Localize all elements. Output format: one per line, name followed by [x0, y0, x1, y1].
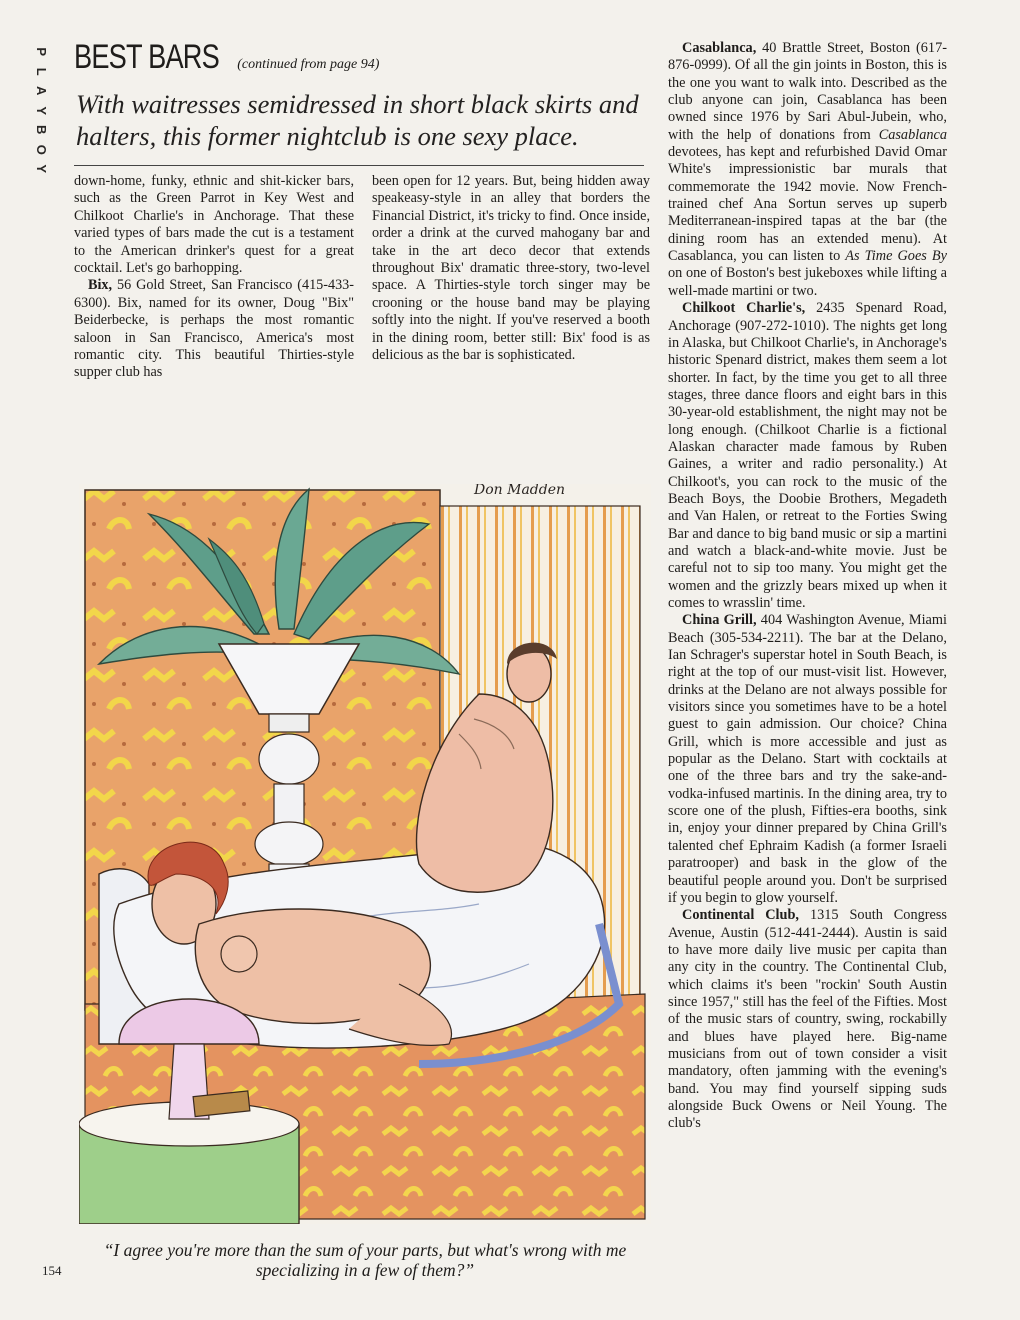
- paragraph-text: on one of Boston's best jukeboxes while lifting a well-made martini or two.: [668, 265, 947, 299]
- paragraph-text: devotees, has kept and refurbished David Omar White's impressionistic bar murals that commemorate the 1942 movie. Now French-trained chef Ana Sortun serves up superb Mediterranean-inspired tapas at the bar (the dining room has an extended menu). At Casablanca, you can listen to: [668, 144, 947, 265]
- masthead-letter: A: [33, 86, 49, 96]
- deck-subheading: With waitresses semidressed in short black skirts and halters, this former nightclub is one sexy place.: [76, 89, 639, 151]
- italic-title: As Time Goes By: [845, 248, 947, 265]
- cartoon-drawing: [79, 484, 651, 1224]
- venue-name: Chilkoot Charlie's,: [682, 300, 806, 317]
- cartoon-caption: “I agree you're more than the sum of your parts, but what's wrong with me specializing in a few of them?”: [103, 1240, 627, 1280]
- masthead-letter: B: [33, 125, 49, 135]
- paragraph: [668, 300, 947, 612]
- paragraph: [668, 612, 947, 907]
- paragraph-text: 56 Gold Street, San Francisco (415-433-6300). Bix, named for its owner, Doug "Bix" Beiderbecke, is perhaps the most romantic saloon in San Francisco, America's most romantic city. This beautiful Thirties-style supper club has: [74, 277, 354, 381]
- paragraph: down-home, funky, ethnic and shit-kicker bars, such as the Green Parrot in Key West and Chilkoot Charlie's in Anchorage. That these varied types of bars made the cut is a testament to the American drinker's quest for a great cocktail. Let's go barhopping.: [74, 173, 354, 277]
- paragraph-text: 404 Washington Avenue, Miami Beach (305-534-2211). The bar at the Delano, Ian Schrager's superstar hotel in South Beach, is right at the top of our must-visit list. However, drinks at the Delano are not always possible for visitors since you sometimes have to be a hotel guest to gain admission. Our choice? China Grill, which is more accessible and just as popular as the Delano. Start with cocktails at one of the three bars and try the sake-and-vodka-infused martinis. In the dining area, try to score one of the plush, Fifties-era booths, sink in, enjoy your dinner prepared by China Grill's talented chef Ephraim Kadish (a former Israeli paratrooper) and bask in the glow of the beautiful people around you. Don't be surprised if you begin to glow yourself.: [668, 612, 947, 906]
- page-number: 154: [42, 1263, 62, 1278]
- venue-name: Continental Club,: [682, 907, 799, 924]
- continued-note: (continued from page 94): [237, 57, 380, 72]
- text-column-1: [74, 173, 354, 382]
- text-column-3: [668, 40, 947, 1133]
- divider: [74, 165, 644, 166]
- masthead-letter: L: [33, 67, 49, 76]
- paragraph: been open for 12 years. But, being hidden away speakeasy-style in an alley that borders the Financial District, it's tricky to find. Once inside, order a drink at the curved mahogany bar and take in the art deco decor that extends throughout Bix' dramatic three-story, two-level space. A Thirties-style torch singer may be crooning or the house band may be playing softly into the night. If you've reserved a booth in the dining room, better still: Bix' food is as delicious as the bar is sophisticated.: [372, 173, 650, 364]
- masthead-letter: O: [33, 144, 49, 155]
- italic-title: Casablanca: [878, 126, 947, 143]
- cartoon-illustration: [79, 484, 651, 1224]
- venue-name: Bix,: [88, 277, 113, 294]
- paragraph: [668, 40, 947, 300]
- section-title: BEST BARS: [74, 38, 219, 76]
- paragraph: [74, 277, 354, 381]
- paragraph-text: 40 Brattle Street, Boston (617-876-0999). Of all the gin joints in Boston, this is the one you want to walk into. Described as the club anyone can join, Casablanca has been owned since 1976 by Sari Abul-Jubein, who, with the help of donations from: [668, 40, 947, 143]
- paragraph-text: 1315 South Congress Avenue, Austin (512-441-2444). Austin is said to have more daily live music per capita than any city in the country. The Continental Club, which claims it's been "rockin' South Austin since 1957," still has the feel of the Fifties. Most of the music stars of country, swing, rockabilly and blues have played here. Big-name musicians from out of town consider a visit mandatory, often jamming with the evening's band. You may find yourself sipping suds alongside Buck Owens or Neil Young. The club's: [668, 907, 947, 1132]
- paragraph-text: 2435 Spenard Road, Anchorage (907-272-1010). The nights get long in Alaska, but Chilkoot Charlie's, in Anchorage's historic Spenard district, makes them seem a lot shorter. In fact, by the time you get to all three stages, three dance floors and eight bars in this 30-year-old establishment, the night may not be long enough. (Chilkoot Charlie is a fictional Alaskan character made famous by Ruben Gaines, a writer and radio personality.) At Chilkoot's, you can rock to the music of the Beach Boys, the Doobie Brothers, Megadeth and Van Halen, or retreat to the Forties Swing Bar and dance to big band music or sip a martini and watch a black-and-white movie. Just be careful not to sip too many. You might get the women and the grizzly bears mixed up when it comes to wrasslin' time.: [668, 300, 947, 611]
- headline: [74, 38, 379, 77]
- venue-name: China Grill,: [682, 612, 757, 629]
- venue-name: Casablanca,: [682, 40, 757, 56]
- masthead-letter: Y: [33, 105, 49, 115]
- masthead-vertical: [30, 42, 52, 179]
- masthead-letter: P: [33, 47, 49, 57]
- paragraph: [668, 907, 947, 1132]
- text-column-2: [372, 173, 650, 364]
- artist-signature: Don Madden: [474, 484, 566, 498]
- masthead-letter: Y: [33, 164, 49, 174]
